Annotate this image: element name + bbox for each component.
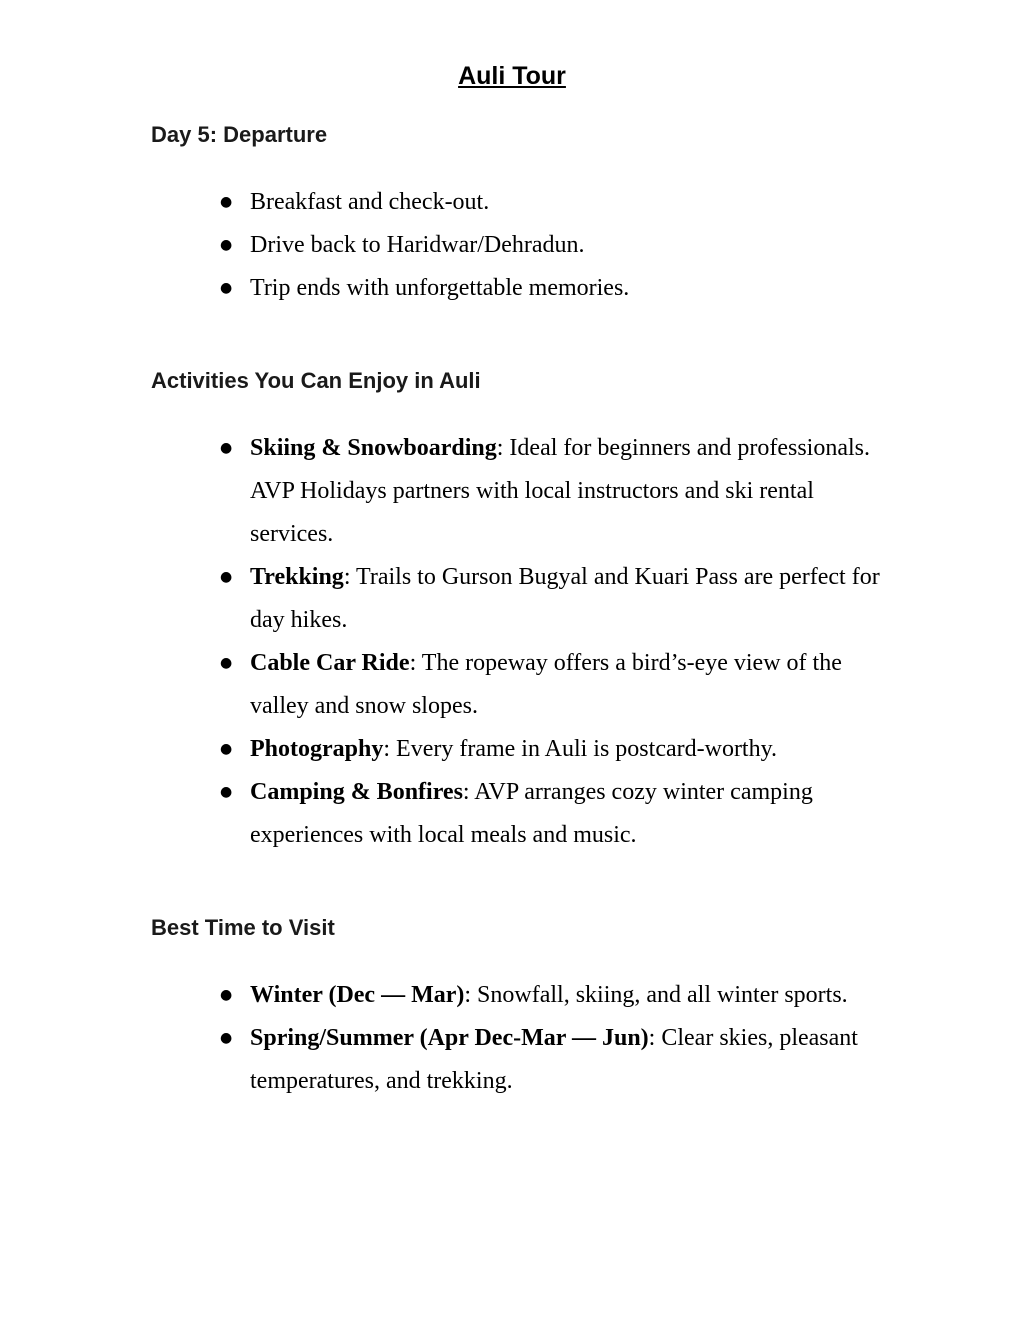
list-item <box>220 224 880 267</box>
list-item-term: Cable Car Ride <box>250 650 410 676</box>
day5-list <box>220 181 880 310</box>
list-item-text: Breakfast and check-out. <box>250 189 490 215</box>
day5-heading: Day 5: Departure <box>151 122 328 147</box>
activities-heading: Activities You Can Enjoy in Auli <box>151 368 481 393</box>
bullet-icon: ● <box>220 280 233 296</box>
bullet-icon: ● <box>220 741 233 757</box>
list-item-text: : Clear skies, pleasant temperatures, and trekking. <box>250 1025 858 1094</box>
best-time-list <box>220 974 880 1103</box>
list-item-text: : The ropeway offers a bird’s-eye view of the valley and snow slopes. <box>250 650 842 719</box>
list-item-text: : Every frame in Auli is postcard-worthy. <box>383 736 778 762</box>
list-item-text: : Ideal for beginners and professionals. AVP Holidays partners with local instructors and ski rental services. <box>250 435 870 547</box>
list-item <box>220 181 880 224</box>
bullet-icon: ● <box>220 194 233 210</box>
list-item <box>220 974 880 1017</box>
bullet-icon: ● <box>220 655 233 671</box>
list-item <box>220 728 880 771</box>
bullet-icon: ● <box>220 1030 233 1046</box>
activities-list <box>220 427 880 857</box>
list-item <box>220 267 880 310</box>
bullet-icon: ● <box>220 569 233 585</box>
list-item-term: Winter (Dec — Mar) <box>250 982 465 1008</box>
list-item-text: : AVP arranges cozy winter camping experiences with local meals and music. <box>250 779 813 848</box>
list-item <box>220 771 880 857</box>
list-item <box>220 556 880 642</box>
list-item-term: Skiing & Snowboarding <box>250 435 497 461</box>
list-item-text: : Trails to Gurson Bugyal and Kuari Pass are perfect for day hikes. <box>250 564 880 633</box>
list-item-text: Trip ends with unforgettable memories. <box>250 275 630 301</box>
bullet-icon: ● <box>220 987 233 1003</box>
list-item-term: Trekking <box>250 564 344 590</box>
list-item <box>220 642 880 728</box>
list-item <box>220 1017 880 1103</box>
bullet-icon: ● <box>220 440 233 456</box>
list-item-term: Spring/Summer (Apr Dec-Mar — Jun) <box>250 1025 649 1051</box>
list-item <box>220 427 880 556</box>
bullet-icon: ● <box>220 237 233 253</box>
list-item-term: Photography <box>250 736 384 762</box>
list-item-text: : Snowfall, skiing, and all winter sports. <box>464 982 848 1008</box>
document-title: Auli Tour <box>458 62 566 90</box>
best-time-heading: Best Time to Visit <box>151 915 335 940</box>
list-item-term: Camping & Bonfires <box>250 779 463 805</box>
list-item-text: Drive back to Haridwar/Dehradun. <box>250 232 585 258</box>
bullet-icon: ● <box>220 784 233 800</box>
